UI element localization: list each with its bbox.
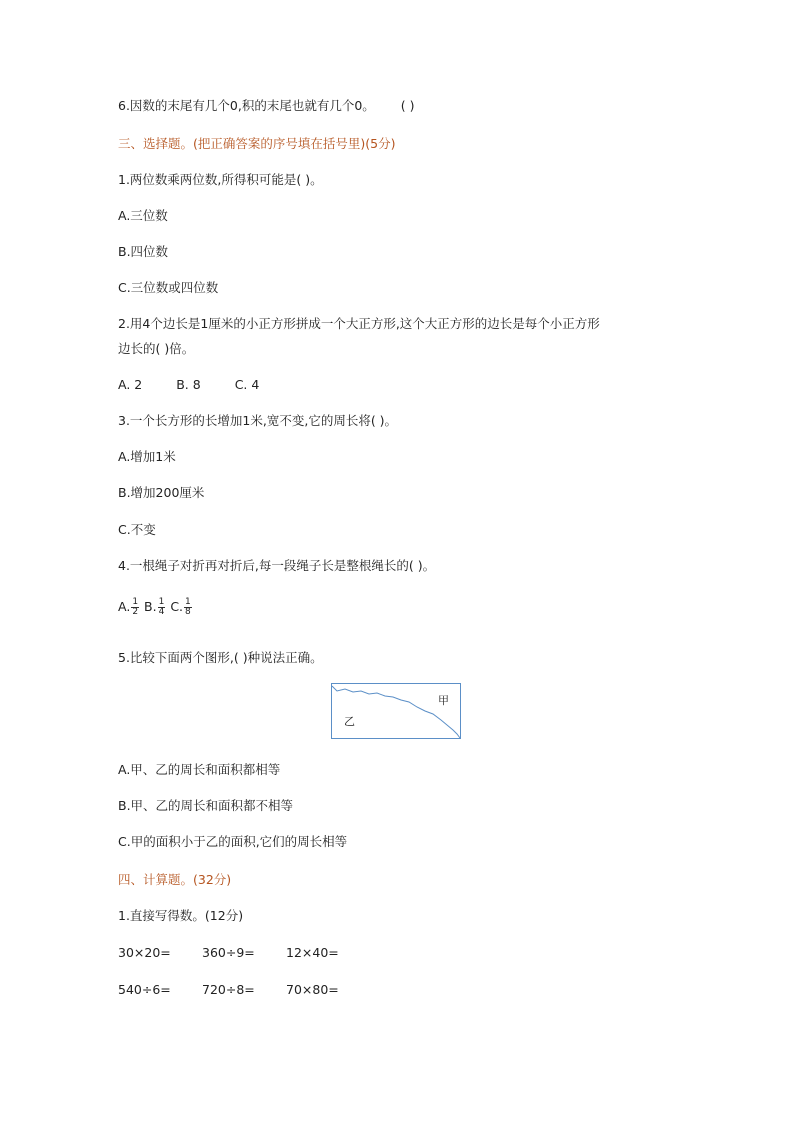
calc-item: 540÷6=: [118, 982, 171, 997]
mc-q5-option-a: A.甲、乙的周长和面积都相等: [118, 762, 281, 777]
calc-question-1: 1.直接写得数。(12分): [118, 908, 244, 923]
mc-q5-option-c: C.甲的面积小于乙的面积,它们的周长相等: [118, 834, 348, 849]
fraction-one-half: $\frac{1}{2}$: [132, 597, 139, 617]
mc-q2-option-a: A. 2: [118, 377, 143, 392]
mc-q4-option-a-label: A.: [118, 599, 131, 614]
figure-frame: [332, 684, 461, 739]
mc-question-4: 4.一根绳子对折再对折后,每一段绳子长是整根绳长的( )。: [118, 558, 436, 573]
calc-item: 70×80=: [286, 982, 339, 997]
question-6: [118, 98, 415, 114]
mc-q4-option-c-label: C.: [170, 599, 184, 614]
mc-question-3: 3.一个长方形的长增加1米,宽不变,它的周长将( )。: [118, 413, 398, 428]
mc-q1-option-b: B.四位数: [118, 244, 169, 259]
shape-jia-label: 甲: [438, 694, 449, 707]
fraction-one-eighth: $\frac{1}{8}$: [185, 597, 191, 617]
calc-item: 30×20=: [118, 945, 171, 960]
mc-q3-option-c: C.不变: [118, 522, 156, 537]
calc-item: 720÷8=: [202, 982, 255, 997]
mc-question-2-line1: 2.用4个边长是1厘米的小正方形拼成一个大正方形,这个大正方形的边长是每个小正方形: [118, 316, 600, 331]
fraction-one-quarter: $\frac{1}{4}$: [158, 597, 165, 617]
mc-question-2-line2: 边长的( )倍。: [118, 341, 195, 356]
calc-row-1: [118, 945, 339, 961]
mc-q2-option-b: B. 8: [176, 377, 201, 392]
mc-q2-options: [118, 377, 259, 393]
section-3-heading: 三、选择题。(把正确答案的序号填在括号里)(5分): [118, 136, 396, 151]
mc-q3-option-b: B.增加200厘米: [118, 485, 205, 500]
shape-yi-label: 乙: [344, 715, 355, 728]
mc-question-1: 1.两位数乘两位数,所得积可能是( )。: [118, 172, 323, 187]
calc-row-2: [118, 982, 339, 998]
mc-q2-option-c: C. 4: [234, 377, 260, 392]
question-6-text: 6.因数的末尾有几个0,积的末尾也就有几个0。: [118, 98, 375, 113]
shape-comparison-figure: [331, 683, 461, 739]
mc-q3-option-a: A.增加1米: [118, 449, 176, 464]
mc-q5-option-b: B.甲、乙的周长和面积都不相等: [118, 798, 294, 813]
mc-q4-options: [118, 598, 193, 617]
mc-q1-option-c: C.三位数或四位数: [118, 280, 219, 295]
calc-item: 360÷9=: [202, 945, 255, 960]
answer-blank: ( ): [400, 98, 415, 113]
mc-q1-option-a: A.三位数: [118, 208, 168, 223]
mc-question-5: 5.比较下面两个图形,( )种说法正确。: [118, 650, 323, 665]
section-4-heading: 四、计算题。(32分): [118, 872, 232, 887]
mc-q4-option-b-label: B.: [144, 599, 157, 614]
calc-item: 12×40=: [286, 945, 339, 960]
